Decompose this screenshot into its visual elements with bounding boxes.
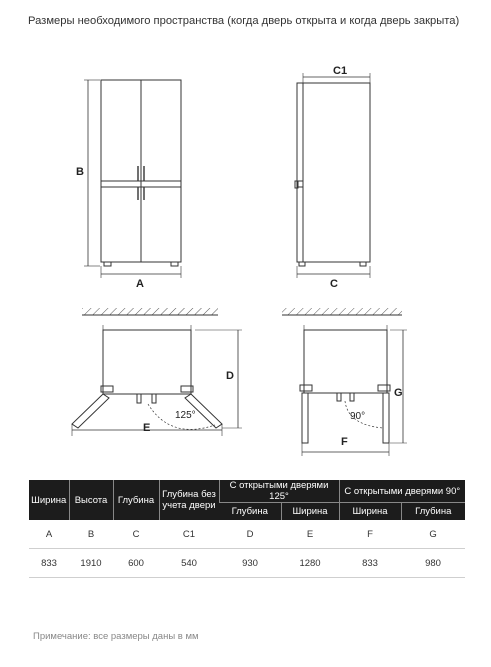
label-f: F	[341, 436, 348, 448]
header-open-90: С открытыми дверями 90°	[339, 480, 465, 503]
table-cell: 833	[339, 549, 401, 578]
table-cell: A	[29, 520, 69, 549]
table-cell: 540	[159, 549, 219, 578]
table-cell: G	[401, 520, 465, 549]
table-cell: 930	[219, 549, 281, 578]
table-cell: B	[69, 520, 113, 549]
header-width: Ширина	[29, 480, 69, 520]
table-cell: F	[339, 520, 401, 549]
table-cell: 1910	[69, 549, 113, 578]
header-depth: Глубина	[113, 480, 159, 520]
label-e: E	[143, 422, 151, 434]
table-cell: 980	[401, 549, 465, 578]
header-sub-depth-90: Глубина	[401, 503, 465, 521]
label-d: D	[226, 370, 234, 382]
header-sub-depth-125: Глубина	[219, 503, 281, 521]
table-cell: C	[113, 520, 159, 549]
top-view-90	[282, 308, 407, 456]
table-cell: E	[281, 520, 339, 549]
header-depth-no-door: Глубина без учета двери	[159, 480, 219, 520]
side-view	[295, 73, 370, 278]
footnote: Примечание: все размеры даны в мм	[33, 631, 199, 642]
table-cell: C1	[159, 520, 219, 549]
label-c1: C1	[333, 65, 348, 77]
dimensions-table	[29, 480, 465, 578]
front-view	[84, 80, 181, 278]
table-row-letters	[29, 520, 465, 549]
header-sub-width-125: Ширина	[281, 503, 339, 521]
angle-125: 125°	[175, 410, 196, 421]
table-cell: D	[219, 520, 281, 549]
header-height: Высота	[69, 480, 113, 520]
table-row-values	[29, 549, 465, 578]
table-cell: 833	[29, 549, 69, 578]
label-g: G	[394, 387, 403, 399]
label-c: C	[330, 278, 338, 290]
page-title: Размеры необходимого пространства (когда дверь открыта и когда дверь закрыта)	[28, 15, 460, 27]
top-view-125	[72, 308, 242, 436]
label-a: A	[136, 278, 144, 290]
table-cell: 1280	[281, 549, 339, 578]
header-open-125: С открытыми дверями 125°	[219, 480, 339, 503]
angle-90: 90°	[350, 411, 366, 422]
label-b: B	[76, 166, 84, 178]
header-sub-width-90: Ширина	[339, 503, 401, 521]
table-cell: 600	[113, 549, 159, 578]
